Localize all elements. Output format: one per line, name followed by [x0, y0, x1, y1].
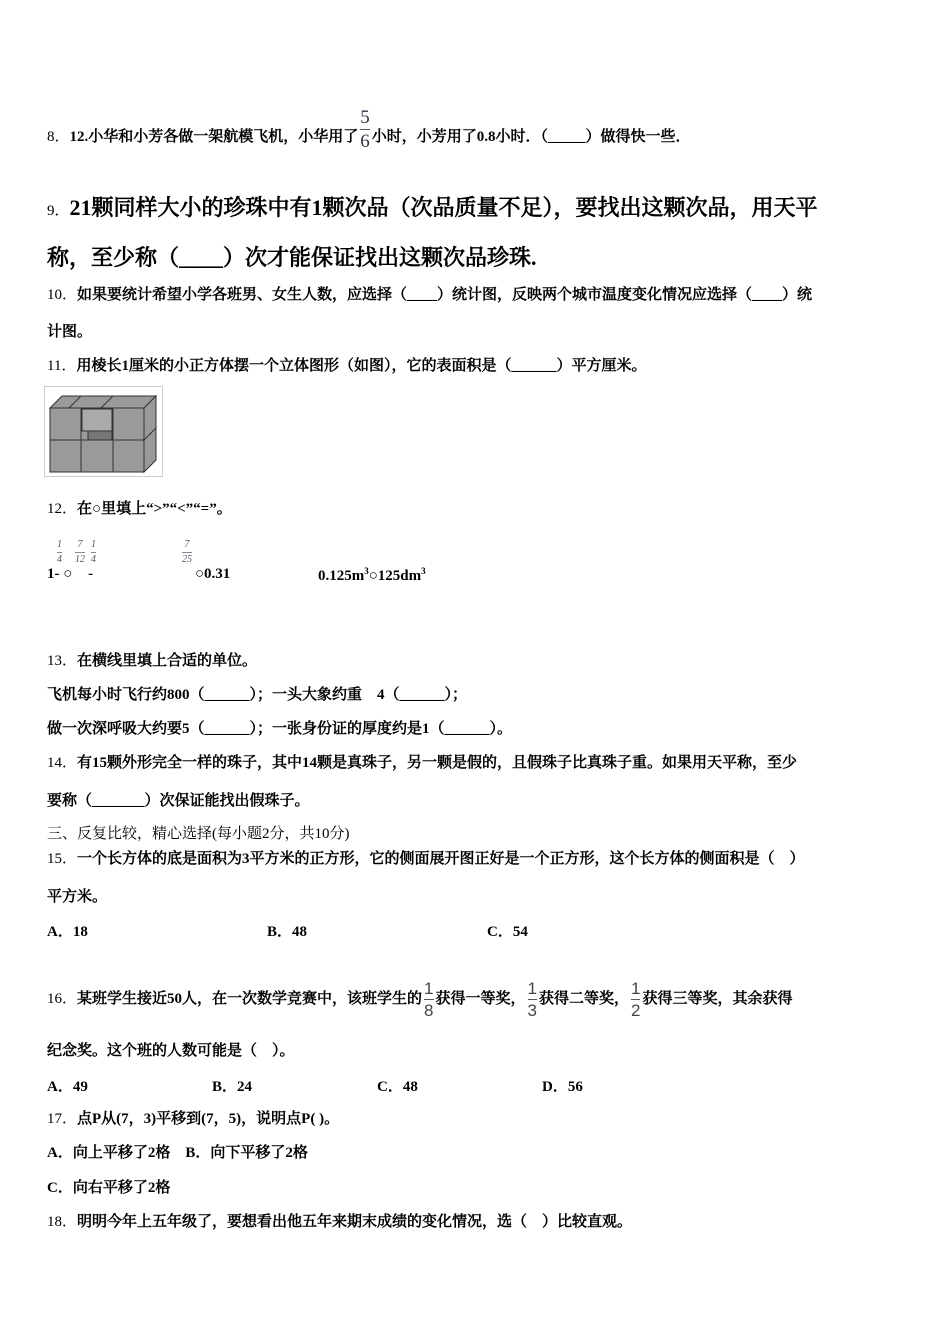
- denominator: 4: [57, 554, 62, 565]
- fraction: [360, 108, 370, 151]
- question-number: 9．: [47, 203, 70, 219]
- fraction: [91, 540, 96, 565]
- question-number: 10．: [47, 287, 78, 303]
- superscript: 3: [364, 566, 369, 576]
- question-text: 21颗同样大小的珍珠中有1颗次品（次品质量不足），要找出这颗次品，用天平: [69, 195, 818, 220]
- fraction: [57, 540, 62, 565]
- question-15-line2: 平方米。: [47, 889, 108, 905]
- question-text: 在○里填上“>”“<”“=”。: [77, 501, 232, 517]
- question-18: [47, 1212, 632, 1232]
- numerator: 1: [91, 539, 96, 550]
- question-16: [47, 980, 792, 1019]
- option-c[interactable]: C．54: [487, 924, 528, 940]
- question-text: 获得一等奖，: [435, 990, 526, 1007]
- option-d[interactable]: D．56: [542, 1079, 583, 1095]
- question-10-line2: 计图。: [47, 324, 93, 340]
- denominator: 6: [360, 131, 370, 152]
- question-13: [47, 651, 257, 671]
- question-14: [47, 753, 797, 773]
- numerator: 1: [631, 979, 641, 998]
- expr-text: 1-: [47, 566, 60, 582]
- question-number: 13．: [47, 653, 78, 669]
- question-12: [47, 499, 232, 519]
- expression-3: [318, 566, 426, 585]
- option-b[interactable]: B．24: [212, 1079, 253, 1095]
- question-text: 小时，小芳用了0.8小时．（_____）做得快一些．: [371, 129, 691, 145]
- section-heading: 三、反复比较，精心选择(每小题2分，共10分): [47, 826, 350, 842]
- option-a[interactable]: A．18: [47, 924, 88, 940]
- expression-1: [47, 566, 93, 583]
- option-a[interactable]: A．49: [47, 1079, 88, 1095]
- fraction: [75, 540, 85, 565]
- fraction: [528, 980, 537, 1019]
- fraction: [631, 980, 640, 1019]
- question-text: 在横线里填上合适的单位。: [77, 653, 258, 669]
- numerator: 5: [360, 107, 370, 128]
- numerator: 1: [527, 979, 537, 998]
- question-number: 14．: [47, 755, 78, 771]
- denominator: 4: [91, 554, 96, 565]
- question-number: 18．: [47, 1214, 78, 1230]
- numerator: 7: [77, 539, 83, 550]
- option-a-b[interactable]: A．向上平移了2格 B．向下平移了2格: [47, 1145, 308, 1161]
- expr-text: -: [88, 566, 94, 582]
- question-number: 11．: [47, 358, 77, 374]
- question-9-line2: 称，至少称（____）次才能保证找出这颗次品珍珠.: [47, 245, 537, 270]
- question-text: 点P从(7，3)平移到(7，5)，说明点P( )。: [77, 1111, 340, 1127]
- numerator: 7: [184, 539, 190, 550]
- question-number: 15．: [47, 851, 78, 867]
- numerator: 1: [424, 979, 434, 998]
- question-9-line1: [47, 194, 818, 225]
- fraction: [182, 540, 192, 565]
- question-11: [47, 356, 646, 376]
- question-13-line2: 飞机每小时飞行约800（______）；一头大象约重 4（______）；: [47, 687, 468, 703]
- denominator: 25: [182, 554, 192, 565]
- option-c[interactable]: C．48: [377, 1079, 418, 1095]
- question-number: 12．: [47, 501, 78, 517]
- question-17: [47, 1109, 339, 1129]
- question-text: 有15颗外形完全一样的珠子，其中14颗是真珠子，另一颗是假的，且假珠子比真珠子重。如果用天平称，至少: [77, 755, 798, 771]
- expression-2: ○0.31: [195, 566, 231, 582]
- question-text: 如果要统计希望小学各班男、女生人数，应选择（____）统计图，反映两个城市温度变化情况应选择（____）统: [77, 287, 813, 303]
- numerator: 1: [57, 539, 62, 550]
- question-text: 明明今年上五年级了，要想看出他五年来期末成绩的变化情况，选（ ）比较直观。: [77, 1214, 633, 1230]
- question-14-line2: 要称（_______）次保证能找出假珠子。: [47, 793, 310, 809]
- expr-text: ○125dm: [368, 568, 422, 584]
- cube-figure: [44, 386, 164, 478]
- question-8: [47, 107, 691, 152]
- denominator: 3: [527, 1001, 537, 1020]
- question-number: 17．: [47, 1111, 78, 1127]
- superscript: 3: [421, 566, 426, 576]
- question-13-line3: 做一次深呼吸大约要5（______）；一张身份证的厚度约是1（______）。: [47, 721, 513, 737]
- question-text: 获得三等奖，其余获得: [642, 990, 793, 1007]
- question-text: 获得二等奖，: [538, 990, 629, 1007]
- fraction: [424, 980, 433, 1019]
- denominator: 2: [631, 1001, 641, 1020]
- question-text: 某班学生接近50人，在一次数学竞赛中，该班学生的: [77, 990, 423, 1007]
- denominator: 12: [75, 554, 85, 565]
- option-c[interactable]: C．向右平移了2格: [47, 1180, 171, 1196]
- question-text: 一个长方体的底是面积为3平方米的正方形，它的侧面展开图正好是一个正方形，这个长方体的侧面积是（ ）: [77, 851, 805, 867]
- question-number: 16．: [47, 990, 78, 1007]
- question-text: 用棱长1厘米的小正方体摆一个立体图形（如图），它的表面积是（______）平方厘米。: [76, 358, 647, 374]
- question-number: 8．: [47, 129, 70, 145]
- question-16-line2: 纪念奖。这个班的人数可能是（ ）。: [47, 1043, 295, 1059]
- question-text: 12.小华和小芳各做一架航模飞机，小华用了: [69, 129, 359, 145]
- answer-circle[interactable]: ○: [63, 566, 73, 582]
- question-15: [47, 849, 805, 869]
- expr-text: 0.125m: [318, 568, 365, 584]
- option-b[interactable]: B．48: [267, 924, 308, 940]
- question-10-line1: [47, 285, 812, 305]
- denominator: 8: [424, 1001, 434, 1020]
